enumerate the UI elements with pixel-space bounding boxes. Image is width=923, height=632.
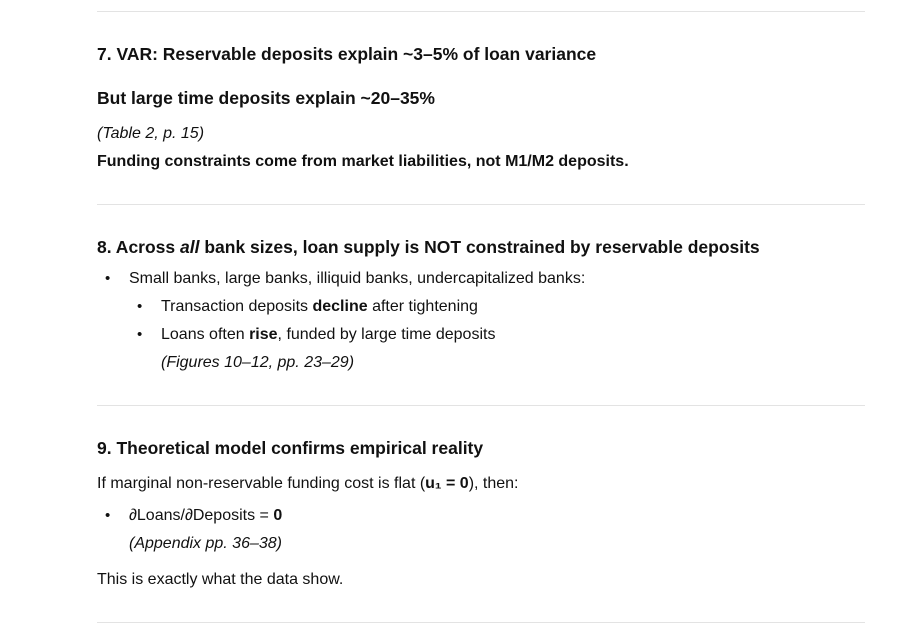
section-9-bullet-bold: 0: [273, 507, 283, 524]
bullet-icon: •: [105, 270, 111, 287]
sub-bullet-2-pre: Loans often: [161, 326, 250, 343]
section-7-heading: 7. VAR: Reservable deposits explain ~3–5% of loan variance: [97, 44, 597, 64]
sub-bullet-1-post: after tightening: [367, 298, 478, 315]
sub-bullet-2-bold: rise: [249, 326, 278, 343]
section-7-citation: (Table 2, p. 15): [97, 125, 205, 142]
section-7-subheading: But large time deposits explain ~20–35%: [97, 88, 435, 108]
bullet-icon: •: [105, 507, 111, 524]
section-8-heading: [97, 235, 760, 259]
sub-bullet-1-pre: Transaction deposits: [161, 298, 313, 315]
list-item: [97, 268, 865, 296]
divider-top: [97, 11, 865, 12]
list-item: [97, 324, 865, 374]
sub-bullet-1-bold: decline: [312, 298, 368, 315]
section-9-intro: [97, 473, 519, 495]
section-9-citation: (Appendix pp. 36–38): [129, 535, 282, 552]
section-9-bullet-pre: ∂Loans/∂Deposits =: [129, 507, 274, 524]
section-8-list: [97, 268, 865, 374]
section-7-conclusion: Funding constraints come from market liabilities, not M1/M2 deposits.: [97, 153, 629, 170]
list-item: [97, 505, 865, 555]
section-8-heading-suffix: bank sizes, loan supply is NOT constrained by reservable deposits: [199, 237, 760, 257]
bullet-icon: •: [137, 298, 143, 315]
divider-8-9: [97, 405, 865, 406]
section-9-heading: 9. Theoretical model confirms empirical reality: [97, 438, 484, 458]
bullet-icon: •: [137, 326, 143, 343]
section-9-intro-post: ), then:: [468, 475, 519, 492]
section-9-intro-pre: If marginal non-reservable funding cost is flat (: [97, 475, 426, 492]
section-8-heading-prefix: 8. Across: [97, 237, 181, 257]
list-item: [97, 296, 865, 324]
sub-bullet-2-post: , funded by large time deposits: [277, 326, 496, 343]
section-9-closing: This is exactly what the data show.: [97, 571, 344, 588]
section-8-bullet-text: Small banks, large banks, illiquid banks, undercapitalized banks:: [129, 270, 586, 287]
section-9-intro-formula: u₁ = 0: [425, 475, 469, 492]
divider-bottom: [97, 622, 865, 623]
section-9-list: [97, 505, 865, 555]
divider-7-8: [97, 204, 865, 205]
section-8-citation: (Figures 10–12, pp. 23–29): [161, 354, 355, 371]
section-8-heading-emphasis: all: [180, 237, 200, 257]
